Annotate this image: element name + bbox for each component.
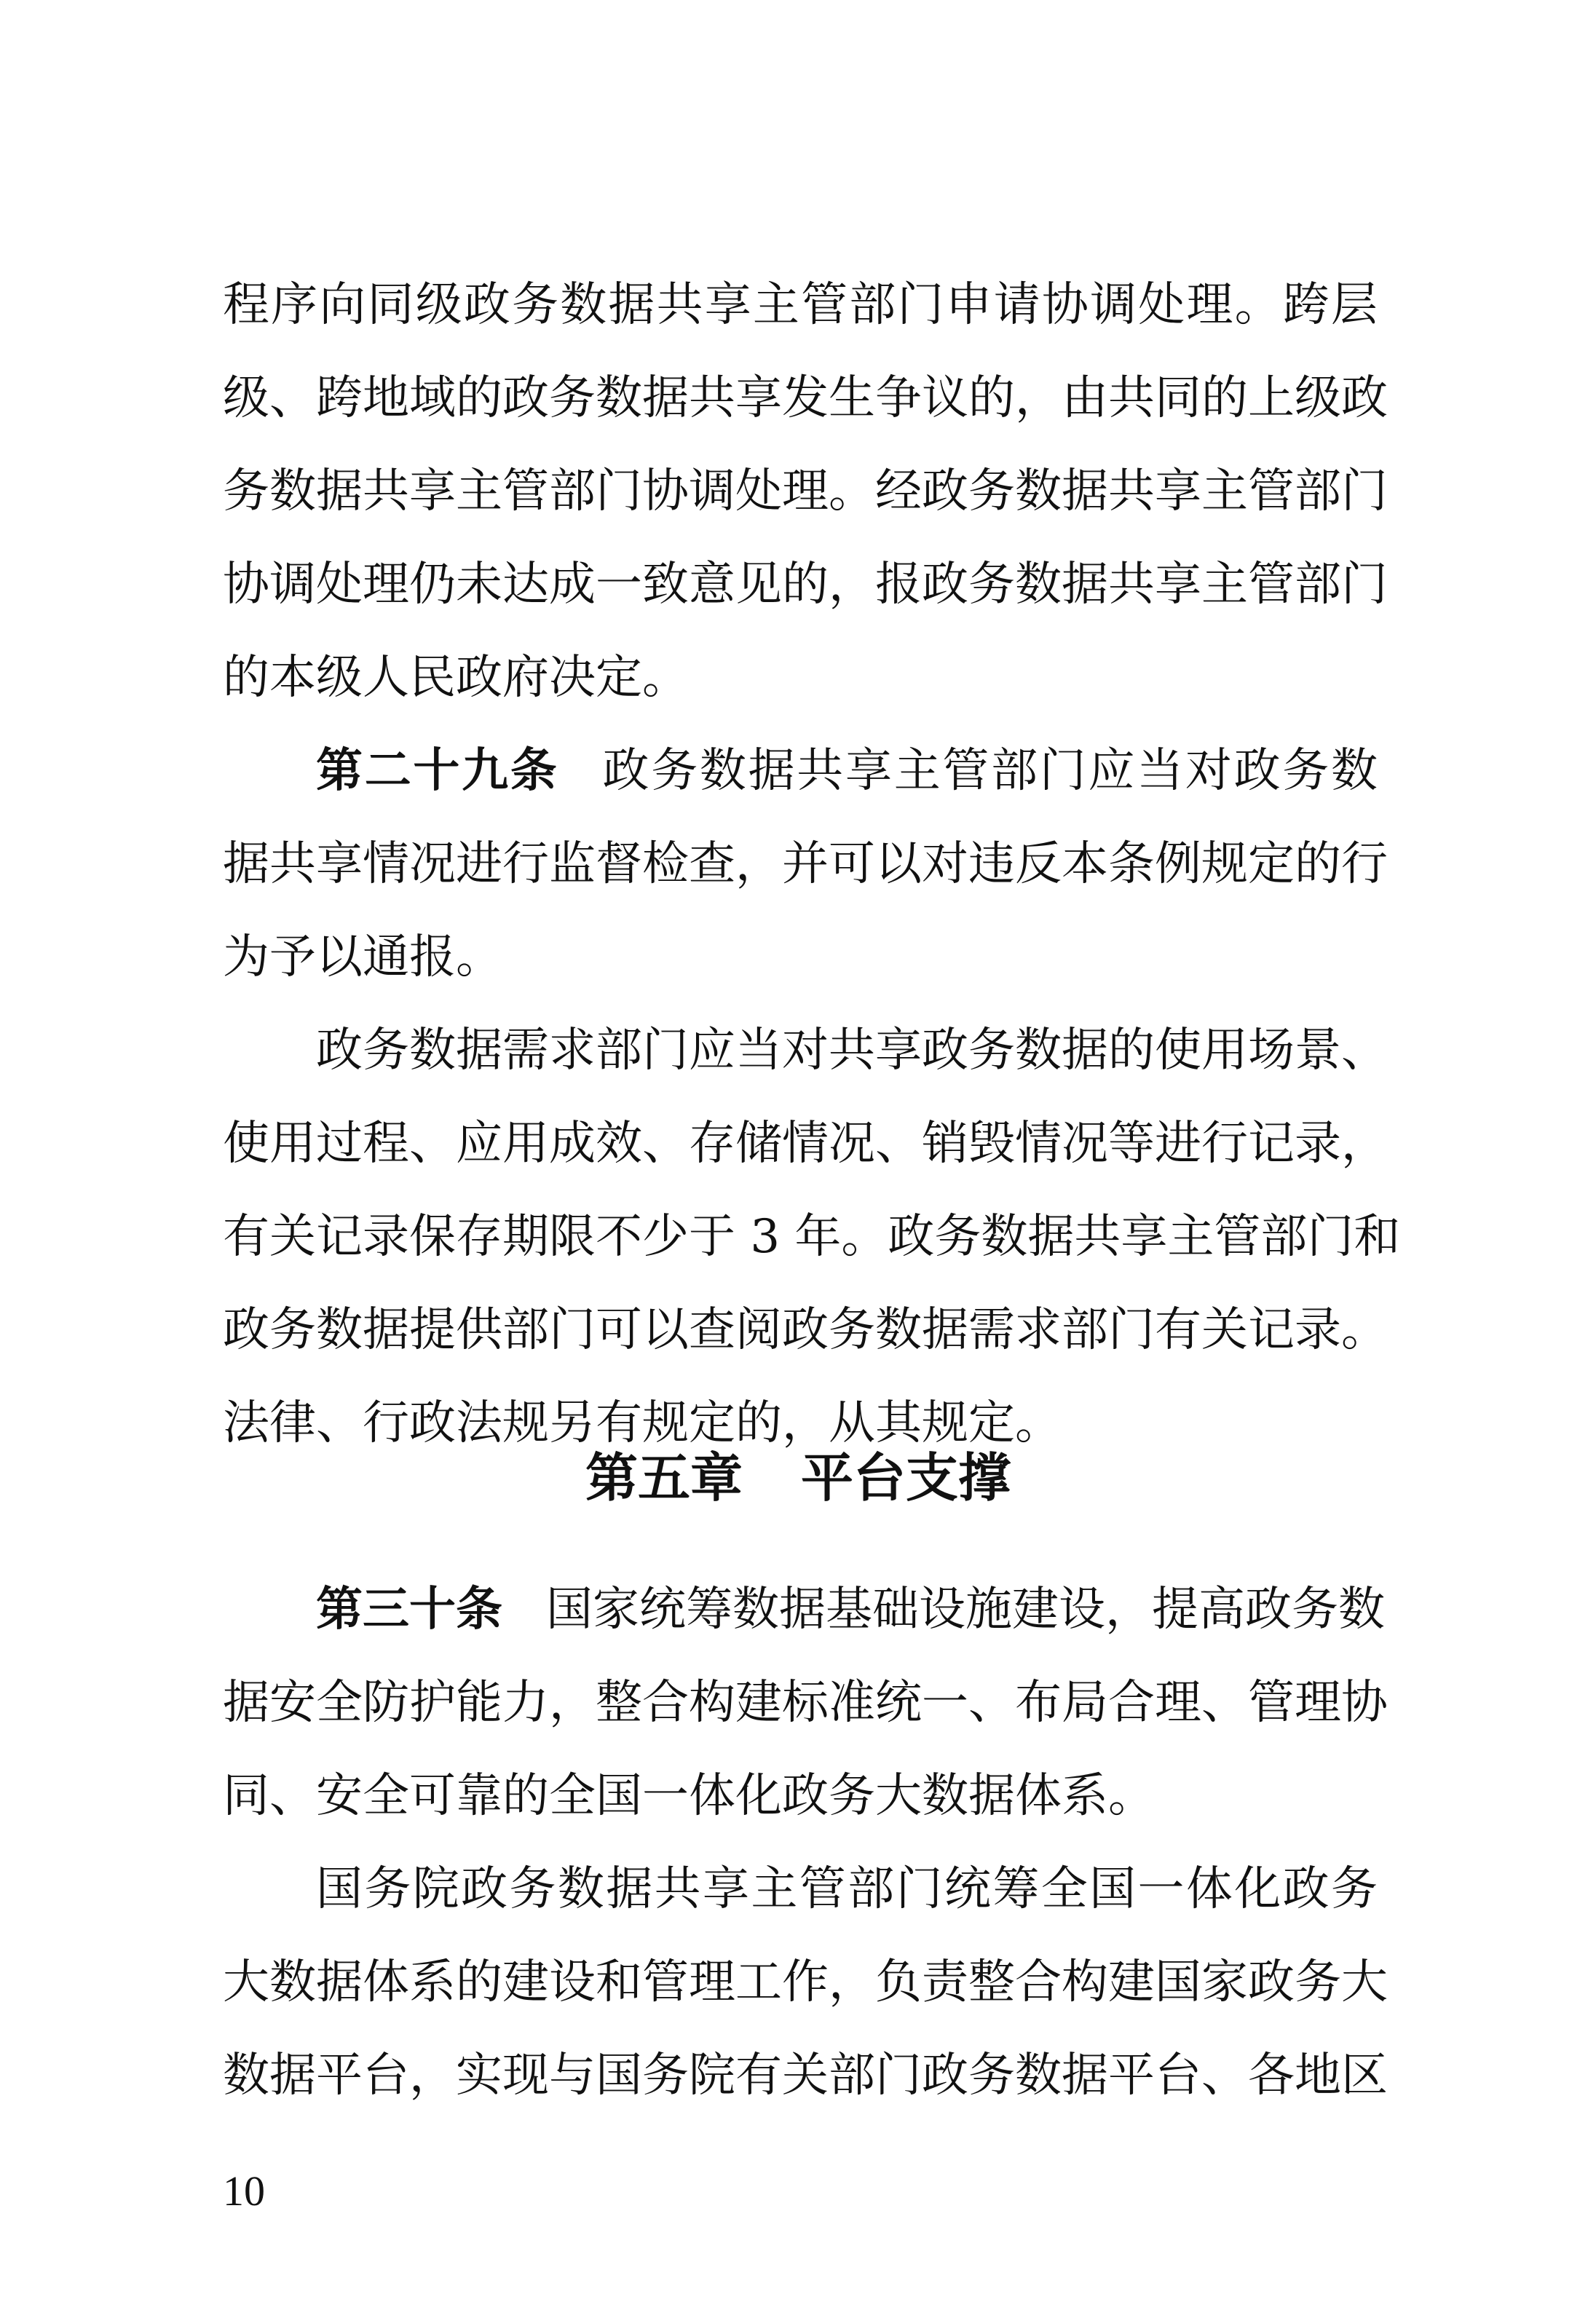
text-line: 据共享情况进行监督检查，并可以对违反本条例规定的行 bbox=[223, 837, 1388, 891]
text-segment: 国家统筹数据基础设施建设，提高政务数 bbox=[546, 1583, 1385, 1637]
chapter-heading bbox=[0, 1427, 1596, 1529]
text-line: 政务数据需求部门应当对共享政务数据的使用场景、 bbox=[316, 1024, 1388, 1077]
text-line: 国务院政务数据共享主管部门统筹全国一体化政务 bbox=[316, 1862, 1378, 1916]
text-line: 数据平台，实现与国务院有关部门政务数据平台、各地区 bbox=[223, 2049, 1388, 2103]
chapter-number: 第五章 bbox=[585, 1447, 743, 1508]
text-line: 使用过程、应用成效、存储情况、销毁情况等进行记录， bbox=[223, 1117, 1388, 1171]
text-line: 有关记录保存期限不少于 3 年。政务数据共享主管部门和 bbox=[223, 1210, 1401, 1264]
text-segment: 政务数据共享主管部门应当对政务数 bbox=[602, 744, 1378, 798]
text-line: 据安全防护能力，整合构建标准统一、布局合理、管理协 bbox=[223, 1676, 1388, 1730]
text-line: 同、安全可靠的全国一体化政务大数据体系。 bbox=[223, 1769, 1155, 1823]
chapter-title: 平台支撑 bbox=[801, 1447, 1011, 1508]
text-line: 大数据体系的建设和管理工作，负责整合构建国家政务大 bbox=[223, 1955, 1388, 2009]
text-line: 级、跨地域的政务数据共享发生争议的，由共同的上级政 bbox=[223, 371, 1388, 425]
text-line: 法律、行政法规另有规定的，从其规定。 bbox=[223, 1396, 1062, 1450]
page-number: 10 bbox=[223, 2167, 265, 2215]
text-line: 程序向同级政务数据共享主管部门申请协调处理。跨层 bbox=[223, 278, 1378, 332]
article-29-title: 第二十九条 bbox=[316, 744, 559, 798]
text-line: 协调处理仍未达成一致意见的，报政务数据共享主管部门 bbox=[223, 558, 1388, 612]
text-line: 政务数据提供部门可以查阅政务数据需求部门有关记录。 bbox=[223, 1303, 1388, 1357]
article-30-paragraph bbox=[316, 1563, 1385, 1656]
article-29-paragraph bbox=[316, 724, 1378, 818]
text-line: 的本级人民政府决定。 bbox=[223, 651, 689, 705]
article-30-title: 第三十条 bbox=[316, 1583, 502, 1637]
text-line: 务数据共享主管部门协调处理。经政务数据共享主管部门 bbox=[223, 464, 1388, 518]
text-line: 为予以通报。 bbox=[223, 930, 502, 984]
